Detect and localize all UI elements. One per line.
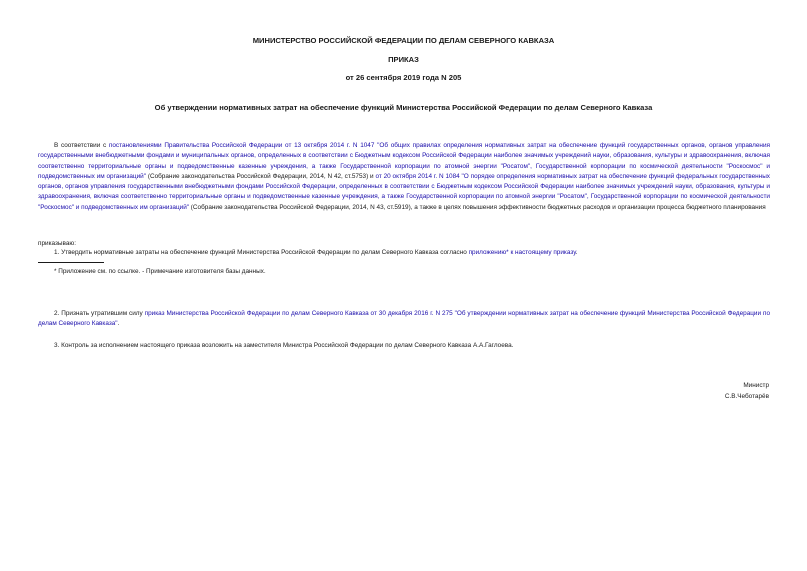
- resolution-1084-link[interactable]: от 20 октября 2014 г. N 1084 "О порядке определения нормативных затрат на обеспечение функций федеральных государственных органов, органов управления государственными внебюджетными фондами Российской Федерации, определенных в соответствии с Бюджетным кодексом Российской Федерации наиболее значимых учреждений науки, образования, культуры и здравоохранения, включая соответственно территориальные органы и подведомственные казенные учреждения, а также Государственной корпорации по атомной энергии "Росатом", Государственной корпорации по космической деятельности "Роскосмос" и подведомственных им организаций": [38, 172, 770, 211]
- appendix-link[interactable]: приложению* к настоящему приказу: [468, 249, 576, 256]
- ministry-heading: МИНИСТЕРСТВО РОССИЙСКОЙ ФЕДЕРАЦИИ ПО ДЕЛАМ СЕВЕРНОГО КАВКАЗА: [252, 36, 555, 45]
- order-word: приказываю:: [38, 240, 76, 247]
- preamble-text-1: В соответствии с: [54, 142, 109, 149]
- preamble-paragraph: [38, 141, 770, 213]
- doc-type-heading: ПРИКАЗ: [388, 55, 419, 64]
- resolution-1047-link[interactable]: постановлениями Правительства Российской Федерации от 13 октября 2014 г. N 1047 "Об общих правилах определения нормативных затрат на обеспечение функций государственных органов, органов управления государственными внебюджетными фондами и муниципальных органов, определенных в соответствии с Бюджетным кодексом Российской Федерации наиболее значимых учреждений науки, образования, культуры и здравоохранения, включая соответственно территориальные органы и подведомственные казенные учреждения, а также Государственной корпорации по атомной энергии "Росатом", Государственной корпорации по космической деятельности "Роскосмос" и подведомственных им организаций": [38, 142, 770, 180]
- item-1-end: .: [575, 249, 578, 256]
- footnote: * Приложение см. по ссылке. - Примечание изготовителя базы данных.: [54, 268, 266, 275]
- date-number-heading: от 26 сентября 2019 года N 205: [345, 73, 462, 82]
- signature-name: С.В.Чеботарёв: [724, 393, 769, 400]
- item-1: [38, 248, 770, 258]
- signature-position: Министр: [743, 382, 769, 389]
- item-2: [38, 309, 770, 330]
- item-1-text: 1. Утвердить нормативные затраты на обеспечение функций Министерства Российской Федерации по делам Северного Кавказа согласно: [54, 249, 469, 256]
- preamble-text-2: (Собрание законодательства Российской Федерации, 2014, N 42, ст.5753) и: [146, 172, 376, 180]
- item-2-text: 2. Признать утратившим силу: [54, 310, 145, 317]
- order-275-link[interactable]: приказ Министерства Российской Федерации по делам Северного Кавказа от 30 декабря 2016 г. N 275 "Об утверждении нормативных затрат на обеспечение функций Министерства Российской Федерации по делам Северного Кавказа": [38, 310, 770, 328]
- document-title: Об утверждении нормативных затрат на обеспечение функций Министерства Российской Федерации по делам Северного Кавказа: [154, 103, 653, 112]
- item-3: 3. Контроль за исполнением настоящего приказа возложить на заместителя Министра Российской Федерации по делам Северного Кавказа А.А.Гаглоева.: [54, 342, 514, 349]
- preamble-text-3: (Собрание законодательства Российской Федерации, 2014, N 43, ст.5919), а также в целях повышения эффективности бюджетных расходов и организации процесса бюджетного планирования: [189, 203, 766, 211]
- item-2-end: .: [117, 320, 120, 328]
- footnote-divider: [38, 262, 104, 263]
